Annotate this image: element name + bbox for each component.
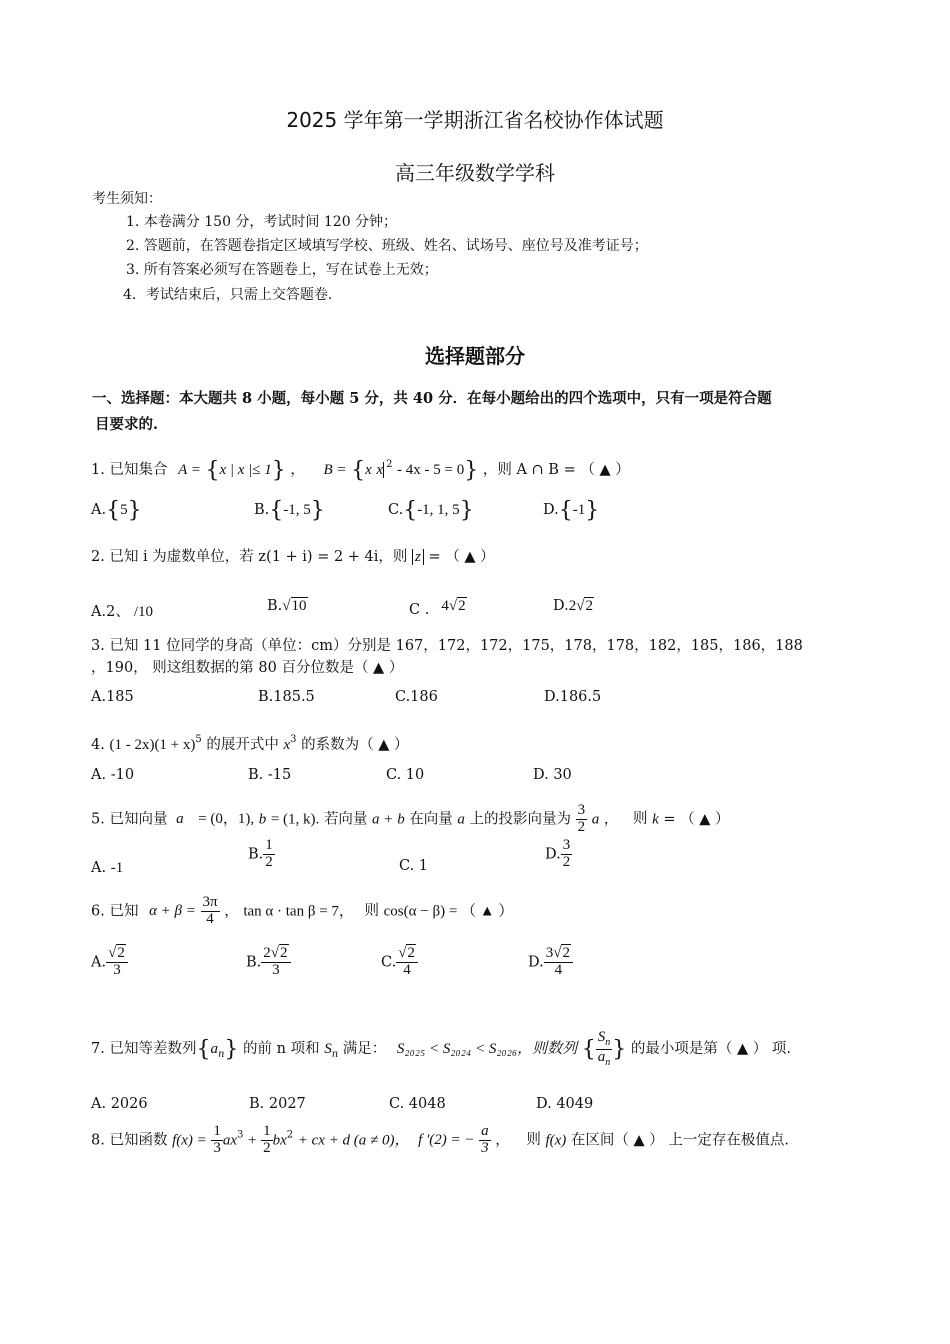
q5-option-c: C. 1: [399, 858, 429, 874]
q2-tail: = （ ▲ ）: [428, 549, 495, 565]
q1-set-a-lhs: A =: [178, 462, 201, 478]
q5-tail-pre: 则: [632, 811, 648, 828]
q4-option-b: B. -15: [248, 767, 292, 783]
q8-fp-num: a: [481, 1123, 489, 1139]
q8-t2-den: 2: [263, 1139, 271, 1156]
q1-b-x1: x: [365, 462, 372, 478]
exam-subtitle: 高三年级数学学科: [395, 161, 555, 185]
question-1: [91, 458, 630, 483]
q8-t2-sup: 2: [286, 1129, 294, 1141]
q1-b-sup: 2: [386, 459, 393, 470]
q2-option-d: D.2√2: [553, 598, 593, 614]
question-4: [91, 733, 409, 754]
q8-t1-sup: 3: [237, 1129, 244, 1141]
q5-lead: 5. 已知向量: [91, 811, 168, 828]
q5-option-a-value: -1: [110, 860, 124, 876]
notice-item-4: 4．考试结束后，只需上交答题卷.: [123, 287, 333, 303]
q2-option-a: A.2、 /10: [91, 604, 153, 620]
section-instruction-line1: 一、选择题：本大题共 8 小题，每小题 5 分，共 40 分．在每小题给出的四个选项中，只有一项是符合题: [92, 390, 772, 407]
q2-lead: 2. 已知 i 为虚数单位，若 z(1 + i) = 2 + 4i，则: [91, 549, 408, 565]
question-5: [91, 803, 730, 836]
q8-fx: f(x) =: [172, 1132, 207, 1149]
q5-plus: +: [384, 811, 393, 828]
q4-option-a: A. -10: [91, 767, 135, 783]
question-8: [91, 1124, 789, 1157]
q7-inequality: S₂₀₂₅ < S₂₀₂₄ < S₂₀₂₆，则数列: [396, 1041, 578, 1057]
q5-mid: 若向量: [323, 811, 368, 828]
section-instruction-line2: 目要求的.: [95, 416, 159, 433]
q6-option-c-radicand: 2: [407, 945, 415, 961]
q5-vector-a: a: [176, 811, 184, 828]
q7-sn: S: [324, 1041, 332, 1057]
q5-b-eq: = (1, k).: [270, 811, 320, 828]
question-7: 7. 已知等差数列$\{a_n\}$ 的前 n 项和 $S_n$ 满足： S₂₀₂₅ < S₂₀₂₄ < S₂₀₂₆，则数列 { $\frac{S_n}{a_n}$ } 的最小项是第（ ▲ ） 项.: [91, 1029, 791, 1068]
q6-tail: cos(α − β) = （ ▲ ）: [383, 903, 514, 920]
q6-tail-pre: 则: [364, 903, 380, 920]
q1-brace-open-b: {: [351, 458, 366, 483]
q6-option-b-radicand: 2: [280, 945, 288, 961]
q5-vector-a4: a: [591, 811, 600, 828]
q5-option-b-num: 1: [265, 837, 273, 853]
q1-option-a: A.{5}: [91, 498, 142, 523]
q7-option-c: C. 4048: [389, 1096, 446, 1112]
q5-mid3: 上的投影向量为: [469, 811, 572, 828]
q8-tail-pre: 则: [526, 1132, 541, 1149]
q7-mid: 的前 n 项和: [243, 1041, 320, 1057]
q5-fraction: $\frac{3}{2}$: [577, 802, 586, 835]
q7-frac-den-sub: n: [605, 1056, 611, 1068]
q1-tail: ，则 A ∩ B = （ ▲ ）: [482, 462, 630, 478]
notice-item-1: 1. 本卷满分 150 分，考试时间 120 分钟；: [126, 214, 398, 230]
q5-option-d-den: 2: [562, 853, 571, 870]
q5-k: k: [652, 811, 659, 828]
section-title: 选择题部分: [425, 344, 525, 368]
q6-option-b: B. $\frac{2√2}{3}$: [246, 946, 291, 979]
q5-comma: ，: [603, 811, 619, 828]
exam-title: 2025 学年第一学期浙江省名校协作体试题: [286, 108, 664, 132]
q2-option-a-radicand: 10: [137, 604, 153, 620]
q5-option-d: D. $\frac{3}{2}$: [545, 837, 571, 870]
q8-t1: ax: [222, 1132, 238, 1149]
q5-option-d-num: 3: [562, 837, 571, 853]
q4-expression-sup: 5: [195, 734, 202, 745]
q6-cond1-den: 4: [206, 910, 214, 927]
q1-option-d-value: -1: [572, 502, 586, 518]
q8-t1-den: 3: [213, 1139, 221, 1156]
q4-expression: (1 - 2x)(1 + x): [109, 737, 196, 753]
question-2: [91, 545, 495, 566]
q5-mid2: 在向量: [409, 811, 453, 828]
q6-cond1-num: 3π: [202, 894, 218, 910]
q6-option-a: A. $\frac{√2}{3}$: [91, 946, 128, 979]
q1-brace-close-b: }: [464, 458, 479, 483]
q4-option-c: C. 10: [386, 767, 425, 783]
q6-option-c-den: 4: [403, 961, 411, 978]
q7-frac-den: a: [597, 1048, 606, 1065]
q8-t1-num: 1: [213, 1123, 221, 1139]
q6-option-d-coef: 3: [545, 945, 554, 961]
q7-frac-num: S: [597, 1029, 606, 1045]
q7-an-sub: n: [217, 1049, 225, 1060]
q2-option-d-radicand: 2: [585, 598, 593, 614]
q2-option-a-tail: 、: [115, 604, 130, 620]
q1-b-rest: - 4x - 5 = 0: [397, 462, 465, 478]
q3-option-b: B.185.5: [258, 689, 315, 705]
q1-b-x2: x: [376, 462, 384, 478]
q7-sn-sub: n: [331, 1049, 339, 1060]
q6-option-d-radicand: 2: [562, 945, 570, 961]
q5-a-eq: = (0，1),: [198, 811, 255, 828]
q2-option-b: B.√10: [267, 598, 307, 614]
q7-frac-num-sub: n: [605, 1037, 611, 1048]
q2-option-c-radicand: 2: [458, 598, 466, 614]
q6-option-d: D. $\frac{3√2}{4}$: [528, 946, 573, 979]
q8-fp-tail: ，: [495, 1132, 510, 1149]
q2-option-c-coef: 4: [441, 598, 449, 614]
q7-option-a: A. 2026: [91, 1096, 148, 1112]
q1-option-c-value: -1, 1, 5: [417, 502, 460, 518]
q6-option-a-den: 3: [113, 961, 121, 978]
q7-an: a: [210, 1041, 218, 1057]
q6-lead: 6. 已知: [91, 903, 139, 920]
q2-option-d-coef: 2: [568, 598, 577, 614]
q3-line1: 3. 已知 11 位同学的身高（单位：cm）分别是 167，172，172，175，178，178，182，185，186，188: [91, 638, 803, 654]
q6-condition-2: tan α · tan β = 7，: [243, 903, 354, 920]
q4-option-d: D. 30: [533, 767, 572, 783]
q1-option-a-value: 5: [120, 502, 128, 518]
q7-option-b: B. 2027: [249, 1096, 306, 1112]
q6-option-d-den: 4: [554, 961, 563, 978]
q1-sep: ，: [290, 462, 305, 478]
q1-lead: 1. 已知集合: [91, 462, 168, 478]
q6-option-a-radicand: 2: [117, 945, 125, 961]
q5-vector-a3: a: [457, 811, 465, 828]
q1-option-b-value: -1, 5: [283, 502, 311, 518]
q7-tail: 的最小项是第（ ▲ ） 项.: [630, 1041, 791, 1057]
q8-fprime: f '(2) = −: [418, 1132, 475, 1149]
q6-option-c: C. $\frac{√2}{4}$: [381, 946, 418, 979]
notice-item-3: 3. 所有答案必须写在答题卷上，写在试卷上无效；: [126, 262, 438, 278]
q5-option-b: B. $\frac{1}{2}$: [248, 837, 273, 870]
q2-option-c: C . 4√2: [409, 598, 466, 618]
q1-brace-open: {: [205, 458, 220, 483]
q3-line2: ，190， 则这组数据的第 80 百分位数是（ ▲ ）: [91, 660, 404, 676]
q4-lead: 4.: [91, 737, 105, 753]
q5-option-a: A. -1: [91, 860, 124, 876]
q8-t3: + cx + d (a ≠ 0)，: [297, 1132, 410, 1149]
notice-heading: 考生须知：: [92, 191, 162, 207]
q1-set-b-lhs: B =: [323, 462, 347, 478]
q4-x-sup: 3: [290, 734, 297, 745]
question-6: [91, 895, 513, 928]
q1-option-d: D.{-1}: [543, 498, 600, 523]
q7-lead: 7. 已知等差数列: [91, 1041, 197, 1057]
q3-option-d: D.186.5: [544, 689, 602, 705]
q4-x: x: [283, 737, 291, 753]
q6-option-b-den: 3: [272, 961, 280, 978]
q6-option-b-coef: 2: [263, 945, 271, 961]
q8-t2-num: 1: [263, 1123, 271, 1139]
q3-option-a: A.185: [91, 689, 134, 705]
q8-tail: 在区间（ ▲ ） 上一定存在极值点.: [570, 1132, 789, 1149]
q8-t2: bx: [272, 1132, 287, 1149]
q8-plus1: +: [248, 1132, 257, 1149]
q1-set-a-body: x | x |≤ 1: [219, 462, 272, 478]
q3-option-c: C.186: [395, 689, 438, 705]
q5-vector-b: b: [258, 811, 267, 828]
q1-brace-close: }: [271, 458, 286, 483]
q1-option-c: C.{-1, 1, 5}: [388, 498, 474, 523]
q7-option-d: D. 4049: [536, 1096, 594, 1112]
q7-mid2: 满足：: [342, 1041, 387, 1057]
q2-option-b-radicand: 10: [291, 598, 307, 614]
q8-fp-den: 3: [481, 1139, 489, 1156]
q5-vector-a2: a: [372, 811, 380, 828]
q5-tail: = （ ▲ ）: [663, 811, 730, 828]
q6-condition-1: α + β =: [149, 903, 196, 920]
q1-option-b: B.{-1, 5}: [254, 498, 325, 523]
q8-fx2: f(x): [545, 1132, 567, 1149]
q5-vector-b2: b: [397, 811, 405, 828]
notice-item-2: 2. 答题前，在答题卷指定区域填写学校、班级、姓名、试场号、座位号及准考证号；: [126, 238, 648, 254]
q4-mid: 的展开式中: [206, 737, 279, 753]
q6-sep: ，: [224, 903, 239, 920]
q5-option-b-den: 2: [265, 853, 273, 870]
q4-tail: 的系数为（ ▲ ）: [301, 737, 409, 753]
q8-lead: 8. 已知函数: [91, 1132, 168, 1149]
q2-modulus-z: z: [412, 549, 424, 565]
